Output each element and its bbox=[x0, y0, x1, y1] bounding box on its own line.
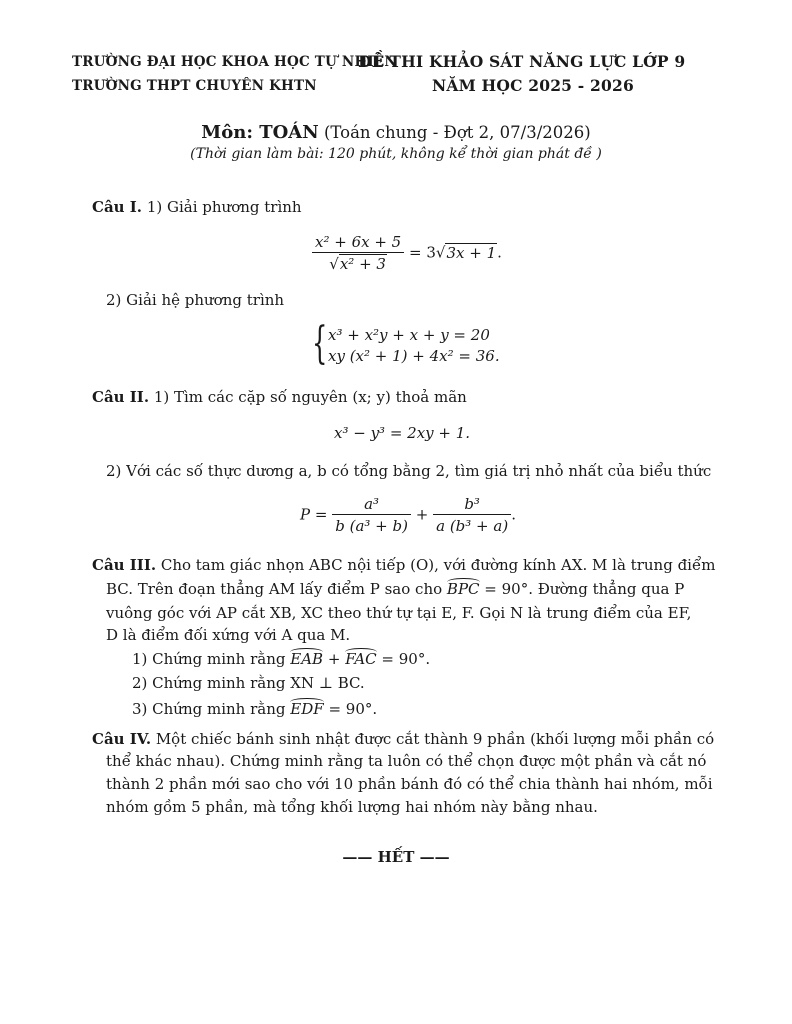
system-eq-1: x³ + x²y + x + y = 20 bbox=[328, 326, 490, 344]
q1-line bbox=[92, 198, 302, 216]
q1-rhs: = 3 bbox=[409, 243, 436, 262]
q3-sub3 bbox=[132, 700, 377, 718]
q1-fraction bbox=[312, 232, 404, 275]
q3-sub3b: = 90°. bbox=[328, 700, 378, 718]
p-plus: + bbox=[415, 505, 429, 524]
q3-text2a: BC. Trên đoạn thẳng AM lấy điểm P sao cho bbox=[106, 580, 443, 598]
p-fraction-2 bbox=[433, 494, 511, 537]
q3-sub1a: 1) Chứng minh rằng bbox=[132, 650, 286, 668]
q2-part1: 1) Tìm các cặp số nguyên (x; y) thoả mãn bbox=[153, 388, 467, 406]
q4-line3: thành 2 phần mới sao cho với 10 phần bánh đó có thể chia thành hai nhóm, mỗi bbox=[106, 775, 713, 793]
q3-sub1-plus: + bbox=[327, 650, 341, 668]
subject-line bbox=[0, 122, 792, 143]
q2-part2: 2) Với các số thực dương a, b có tổng bằng 2, tìm giá trị nhỏ nhất của biểu thức bbox=[106, 462, 712, 480]
q4-line1 bbox=[92, 730, 714, 748]
p-frac2-den: a (b³ + a) bbox=[436, 517, 509, 535]
q3-line2 bbox=[106, 580, 684, 598]
q1-equation: $\frac{\text{x² + 6x + 5}}{\text{√x² + 3}}$ = 3√3x + 1. bbox=[312, 232, 502, 275]
q2-expression: P = $\frac{\text{a³}}{\text{b (a³ + b)}}$ + $\frac{\text{b³}}{\text{a (b³ + a)}}$ . bbox=[300, 495, 516, 535]
university-name: TRƯỜNG ĐẠI HỌC KHOA HỌC TỰ NHIÊN bbox=[72, 54, 397, 70]
subject-label: Môn: TOÁN bbox=[201, 122, 319, 143]
q2-line bbox=[92, 388, 467, 406]
q4-line2: thể khác nhau). Chứng minh rằng ta luôn có thể chọn được một phần và cắt nó bbox=[106, 752, 707, 770]
q3-sub2: 2) Chứng minh rằng XN ⊥ BC. bbox=[132, 674, 365, 692]
arc-eab: EAB bbox=[290, 650, 324, 668]
p-frac1-num: a³ bbox=[332, 494, 411, 515]
arc-fac: FAC bbox=[345, 650, 377, 668]
p-fraction-1 bbox=[332, 494, 411, 537]
q1-frac-den: √x² + 3 bbox=[329, 255, 386, 273]
q3-text1: Cho tam giác nhọn ABC nội tiếp (O), với đường kính AX. M là trung điểm bbox=[160, 556, 716, 574]
q3-line3: vuông góc với AP cắt XB, XC theo thứ tự tại E, F. Gọi N là trung điểm của EF, bbox=[106, 604, 692, 622]
q1-frac-num: x² + 6x + 5 bbox=[312, 232, 404, 253]
q4-heading: Câu IV. bbox=[92, 730, 152, 748]
q1-heading: Câu I. bbox=[92, 198, 143, 216]
q1-rhs-radicand: 3x + 1 bbox=[446, 243, 497, 262]
q1-part1: 1) Giải phương trình bbox=[146, 198, 302, 216]
time-note: (Thời gian làm bài: 120 phút, không kể thời gian phát đề ) bbox=[190, 146, 602, 162]
q3-line4: D là điểm đối xứng với A qua M. bbox=[106, 626, 351, 644]
q1-part2: 2) Giải hệ phương trình bbox=[106, 291, 285, 309]
q2-heading: Câu II. bbox=[92, 388, 150, 406]
school-year: NĂM HỌC 2025 - 2026 bbox=[432, 76, 634, 95]
q2-equation: x³ − y³ = 2xy + 1. bbox=[334, 424, 471, 442]
q3-sub1 bbox=[132, 650, 430, 668]
arc-bpc: BPC bbox=[446, 580, 480, 598]
system-brace: { bbox=[312, 318, 328, 369]
p-frac2-num: b³ bbox=[433, 494, 511, 515]
arc-edf: EDF bbox=[290, 700, 324, 718]
subject-detail: (Toán chung - Đợt 2, 07/3/2026) bbox=[323, 123, 591, 142]
q4-text1: Một chiếc bánh sinh nhật được cắt thành 9 phần (khối lượng mỗi phần có bbox=[155, 730, 715, 748]
q3-text2b: = 90°. Đường thẳng qua P bbox=[484, 580, 685, 598]
end-marker: —— HẾT —— bbox=[342, 848, 450, 866]
q1-den-radicand: x² + 3 bbox=[339, 255, 386, 273]
q3-sub1b: = 90°. bbox=[381, 650, 431, 668]
exam-title: ĐỀ THI KHẢO SÁT NĂNG LỰC LỚP 9 bbox=[358, 52, 686, 71]
system-eq-2: xy (x² + 1) + 4x² = 36. bbox=[328, 347, 500, 365]
q3-line1 bbox=[92, 556, 715, 574]
school-name: TRƯỜNG THPT CHUYÊN KHTN bbox=[72, 78, 317, 94]
q3-heading: Câu III. bbox=[92, 556, 157, 574]
q3-sub3a: 3) Chứng minh rằng bbox=[132, 700, 286, 718]
p-frac1-den: b (a³ + b) bbox=[335, 517, 408, 535]
p-lhs: P = bbox=[300, 505, 328, 524]
q4-line4: nhóm gồm 5 phần, mà tổng khối lượng hai nhóm này bằng nhau. bbox=[106, 798, 598, 816]
